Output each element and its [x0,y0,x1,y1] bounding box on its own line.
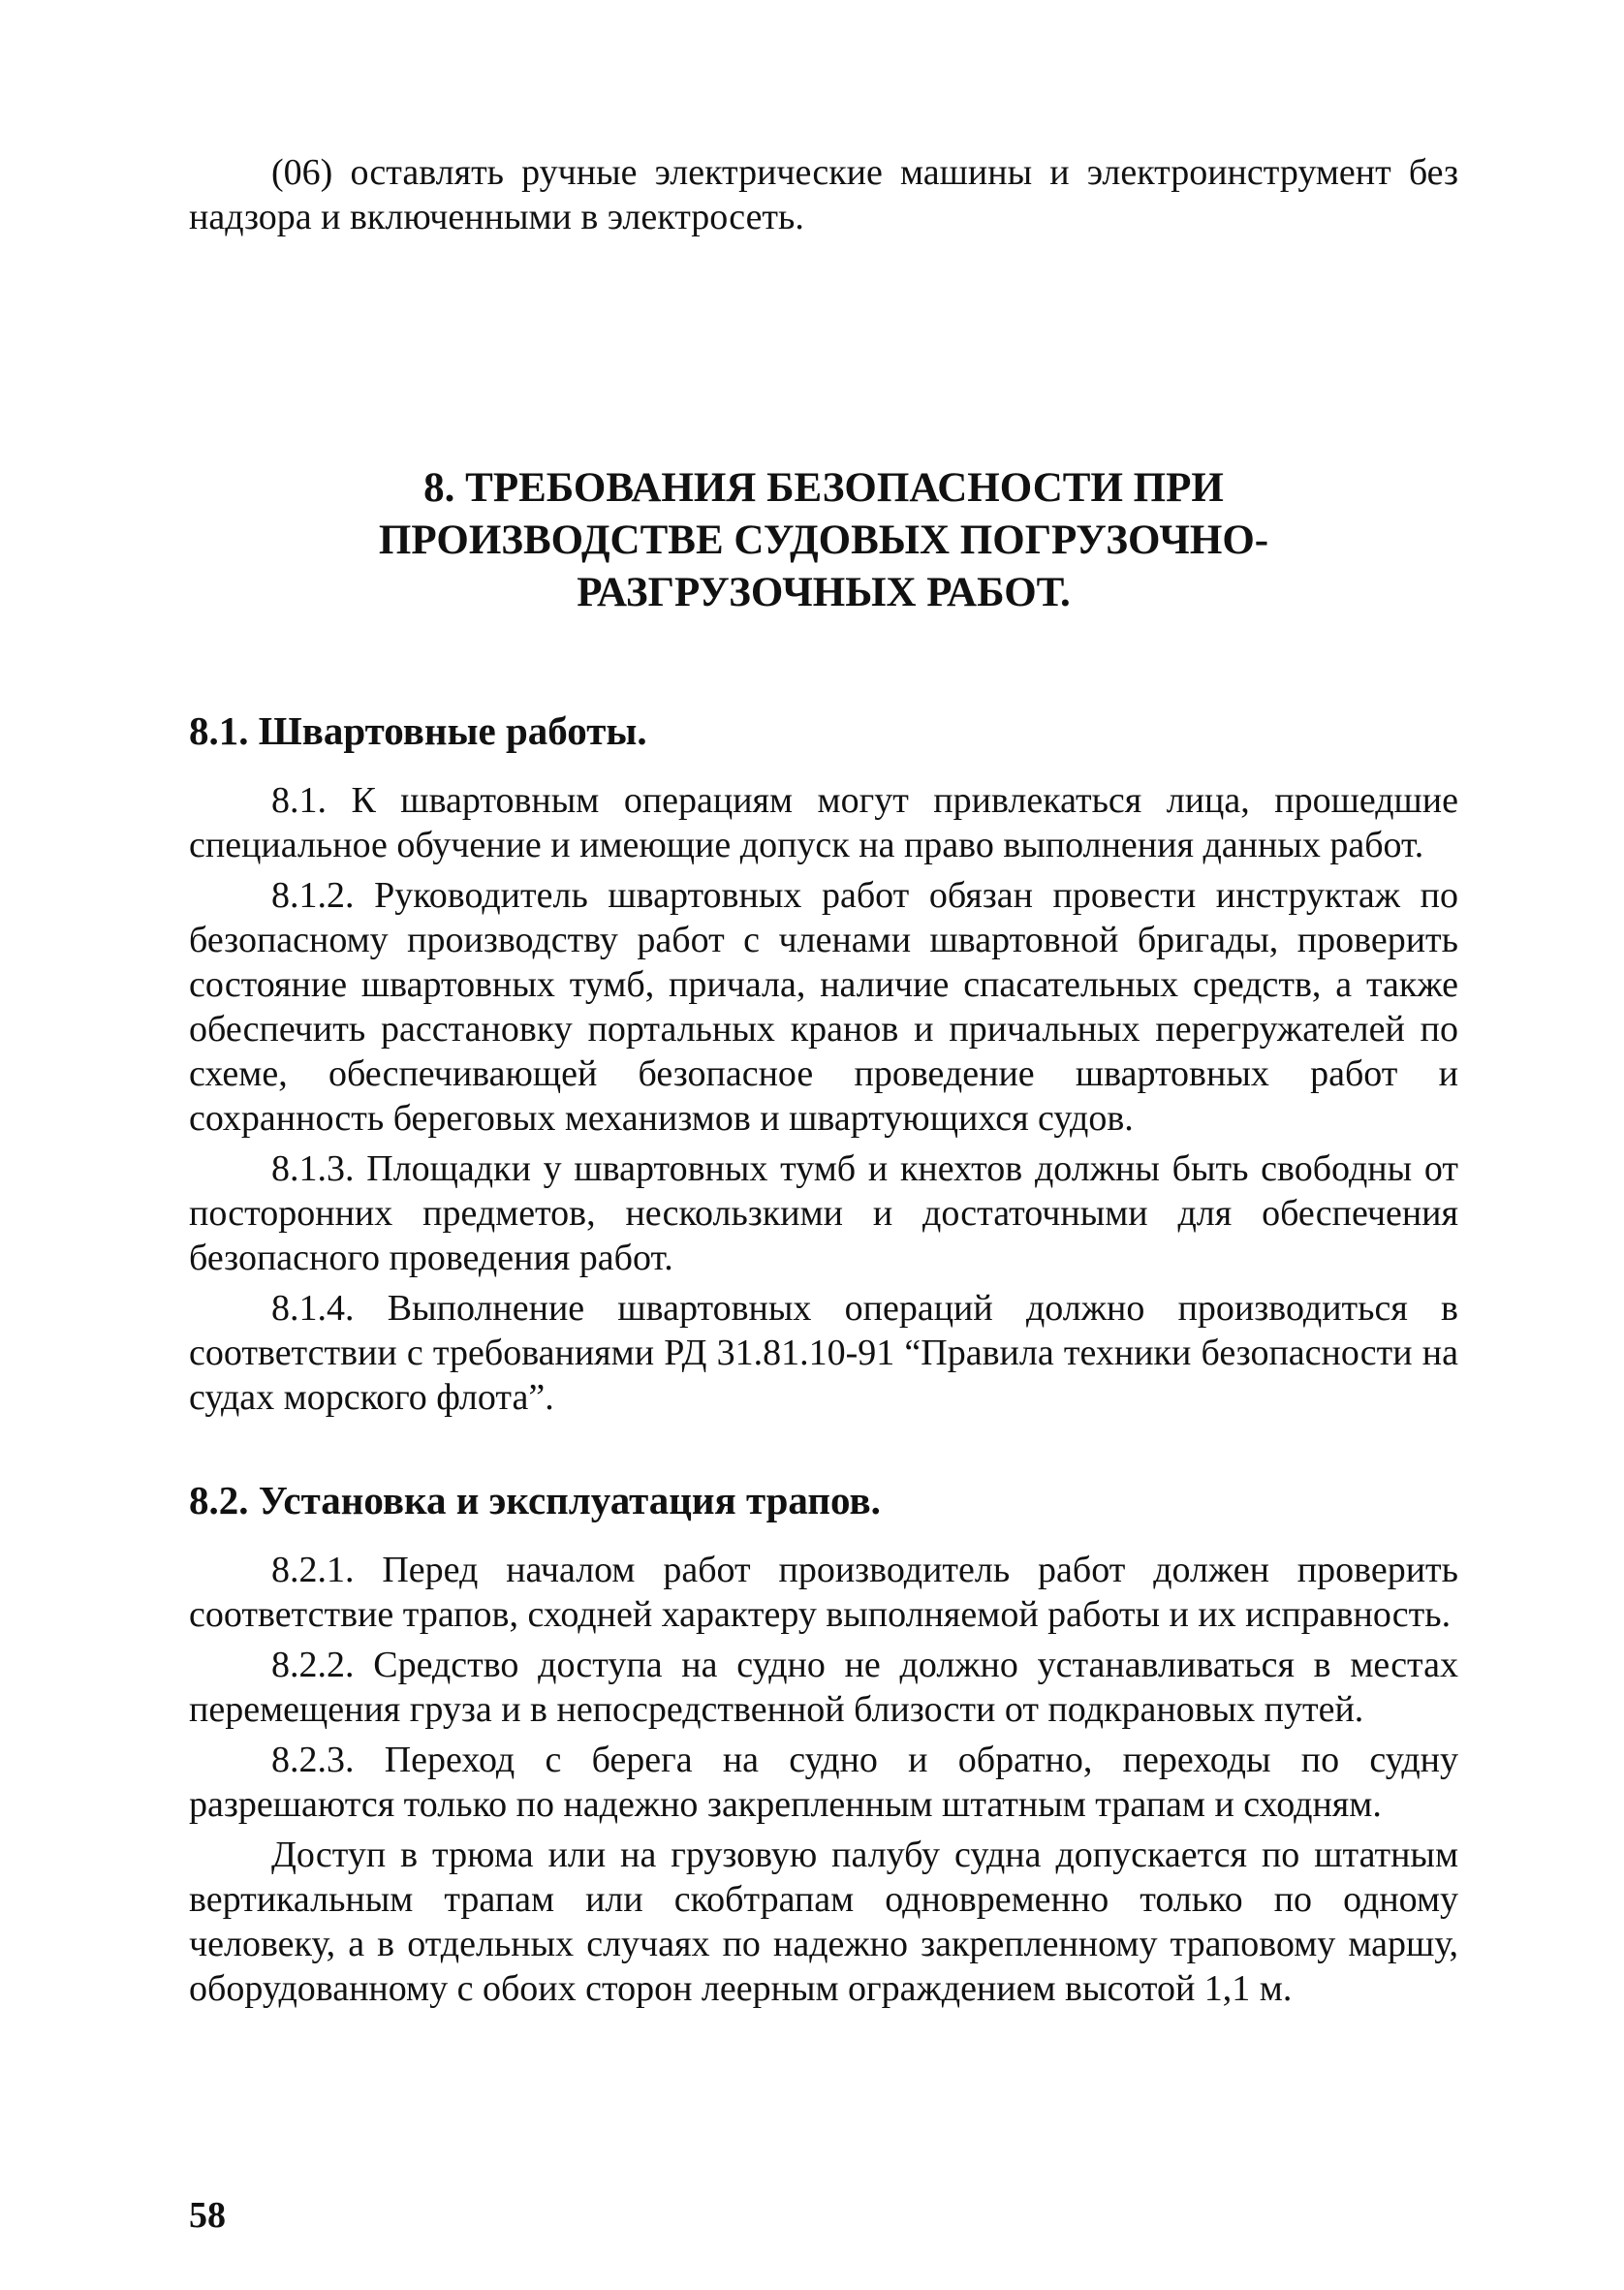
paragraph-8-2-3: 8.2.3. Переход с берега на судно и обратно, переходы по судну разрешаются только по надежно закрепленным штатным трапам и сходням. [189,1740,1458,1825]
paragraph-8-2-2: 8.2.2. Средство доступа на судно не должно устанавливаться в местах перемещения груза и в непосредственной близости от подкрановых путей. [189,1645,1458,1730]
section-title-line: 8. ТРЕБОВАНИЯ БЕЗОПАСНОСТИ ПРИ [423,465,1224,511]
section-title-line: РАЗГРУЗОЧНЫХ РАБОТ. [577,570,1071,615]
paragraph-8-2-1: 8.2.1. Перед началом работ производитель работ должен проверить соответствие трапов, сходней характеру выполняемой работы и их исправность. [189,1550,1458,1635]
paragraph-8-1-4: 8.1.4. Выполнение швартовных операций должно производиться в соответствии с требованиями РД 31.81.10-91 “Правила техники безопасности на судах морского флота”. [189,1288,1458,1418]
page-number: 58 [189,2195,226,2236]
paragraph-8-1: 8.1. К швартовным операциям могут привлекаться лица, прошедшие специальное обучение и имеющие допуск на право выполнения данных работ. [189,780,1458,865]
intro-paragraph: (06) оставлять ручные электрические машины и электроинструмент без надзора и включенными в электросеть. [189,152,1458,237]
section-title-line: ПРОИЗВОДСТВЕ СУДОВЫХ ПОГРУЗОЧНО- [378,518,1269,563]
subsection-heading-gangways: 8.2. Установка и эксплуатация трапов. [189,1478,881,1522]
paragraph-hold-access: Доступ в трюма или на грузовую палубу судна допускается по штатным вертикальным трапам или скобтрапам одновременно только по одному человеку, а в отдельных случаях по надежно закрепленному траповому маршу, оборудованному с обоих сторон леерным ограждением высотой 1,1 м. [189,1835,1458,2009]
paragraph-8-1-2: 8.1.2. Руководитель швартовных работ обязан провести инструктаж по безопасному производству работ с членами швартовной бригады, проверить состояние швартовных тумб, причала, наличие спасательных средств, а также обеспечить расстановку портальных кранов и причальных перегружателей по схеме, обеспечивающей безопасное проведение швартовных работ и сохранность береговых механизмов и швартующихся судов. [189,875,1458,1139]
document-page [189,145,1458,2011]
paragraph-8-1-3: 8.1.3. Площадки у швартовных тумб и кнехтов должны быть свободны от посторонних предметов, нескользкими и достаточными для обеспечения безопасного проведения работ. [189,1148,1458,1278]
subsection-heading-mooring: 8.1. Швартовные работы. [189,708,647,753]
section-title [189,462,1458,619]
